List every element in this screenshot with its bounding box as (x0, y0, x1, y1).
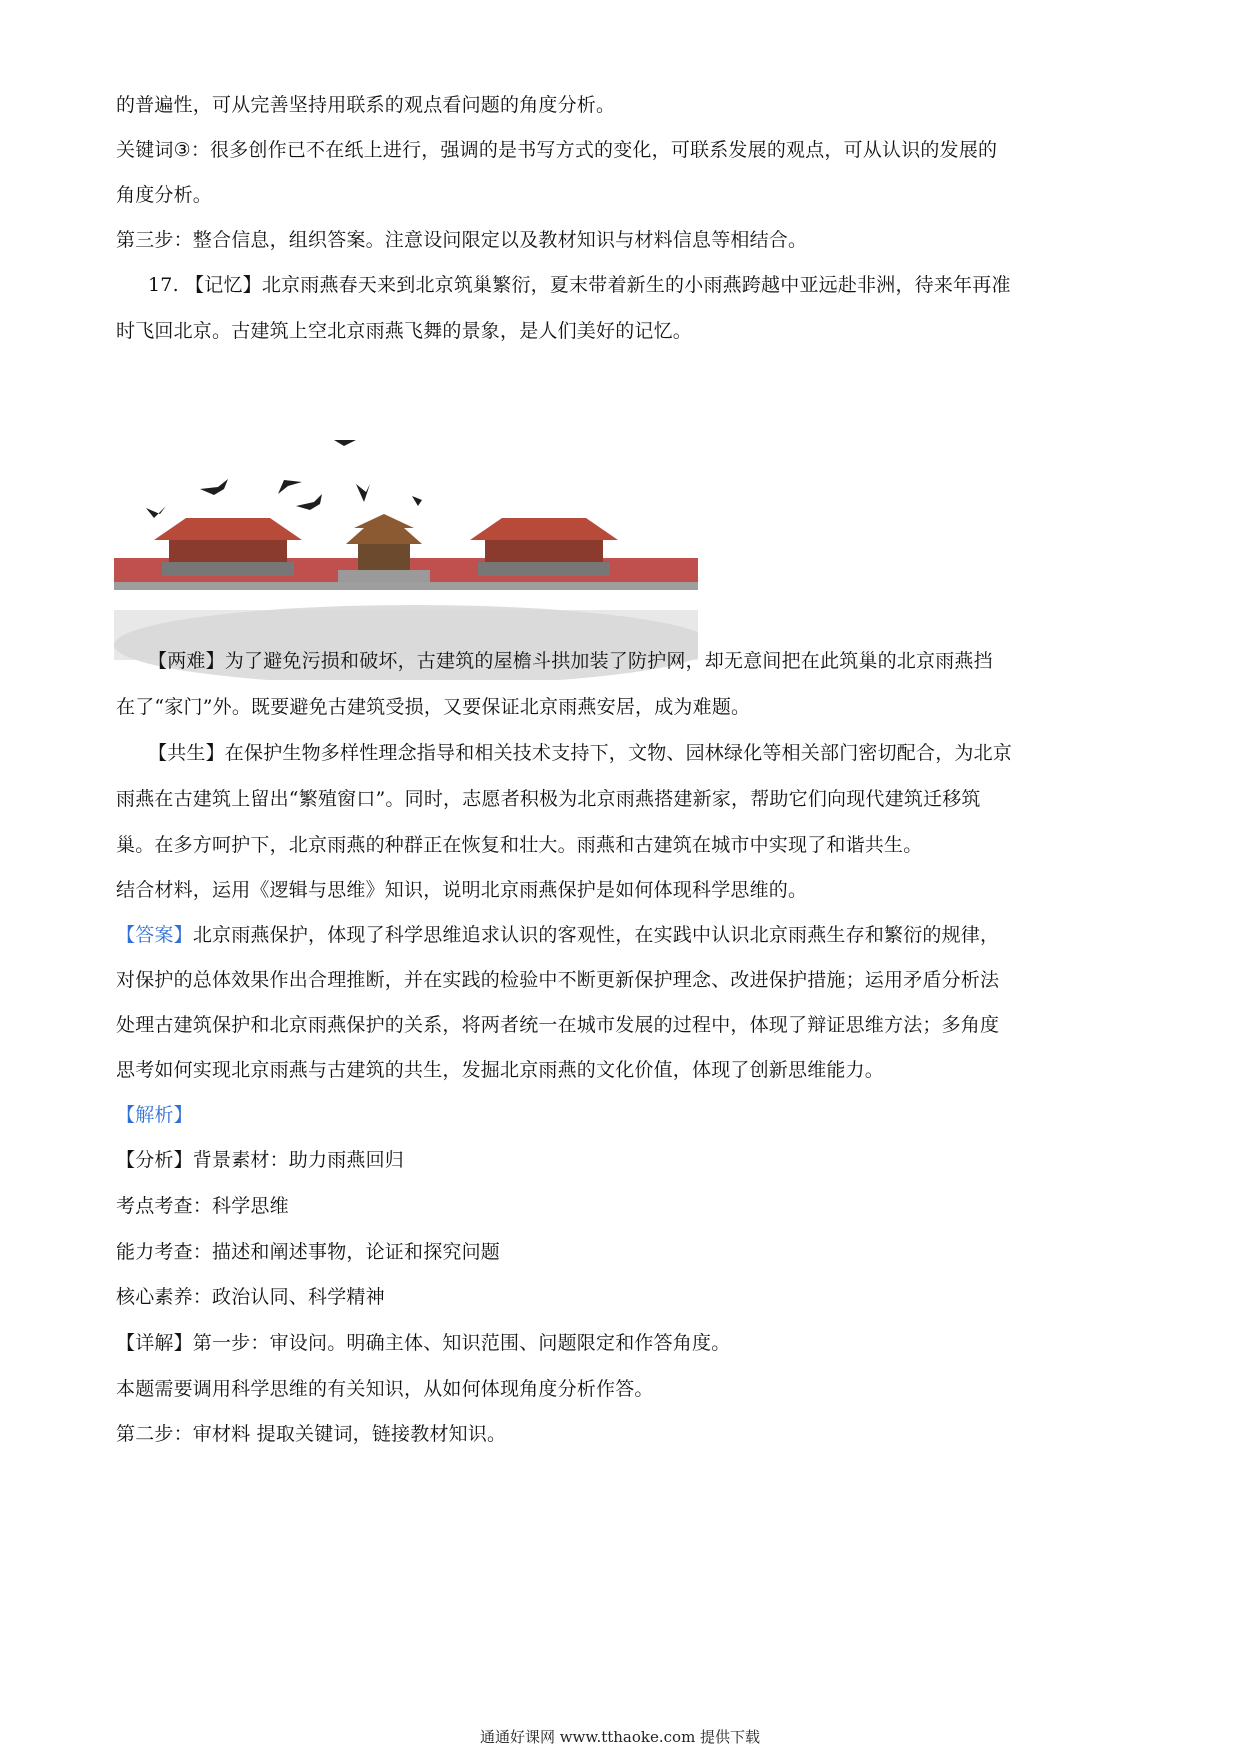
text-line: 角度分析。 (116, 184, 213, 206)
coexistence-paragraph: 巢。在多方呵护下，北京雨燕的种群正在恢复和壮大。雨燕和古建筑在城市中实现了和谐共生。 (116, 834, 923, 856)
text-line: 关键词③：很多创作已不在纸上进行，强调的是书写方式的变化，可联系发展的观点，可从认识的发展的 (116, 139, 998, 161)
dilemma-paragraph: 在了“家门”外。既要避免古建筑受损，又要保证北京雨燕安居，成为难题。 (116, 696, 751, 718)
answer-line (116, 922, 1126, 948)
analysis-line: 本题需要调用科学思维的有关知识，从如何体现角度分析作答。 (116, 1378, 654, 1400)
analysis-line: 【分析】背景素材：助力雨燕回归 (116, 1149, 405, 1171)
answer-label: 【答案】 (116, 924, 193, 946)
analysis-line: 能力考查：描述和阐述事物，论证和探究问题 (116, 1241, 501, 1263)
coexistence-paragraph: 【共生】在保护生物多样性理念指导和相关技术支持下，文物、园林绿化等相关部门密切配合，为北京 (148, 742, 1013, 764)
question-17-text: 时飞回北京。古建筑上空北京雨燕飞舞的景象，是人们美好的记忆。 (116, 320, 693, 342)
analysis-line: 第二步：审材料 提取关键词，链接教材知识。 (116, 1423, 507, 1445)
dilemma-paragraph: 【两难】为了避免污损和破坏，古建筑的屋檐斗拱加装了防护网，却无意间把在此筑巢的北京雨燕挡 (148, 650, 993, 672)
text-line: 的普遍性，可从完善坚持用联系的观点看问题的角度分析。 (116, 94, 616, 116)
text-line: 第三步：整合信息，组织答案。注意设问限定以及教材知识与材料信息等相结合。 (116, 229, 808, 251)
coexistence-paragraph: 雨燕在古建筑上留出“繁殖窗口”。同时，志愿者积极为北京雨燕搭建新家，帮助它们向现代建筑迁移筑 (116, 788, 981, 810)
answer-text: 北京雨燕保护，体现了科学思维追求认识的客观性，在实践中认识北京雨燕生存和繁衍的规律， (192, 924, 1000, 946)
answer-line: 对保护的总体效果作出合理推断，并在实践的检验中不断更新保护理念、改进保护措施；运用矛盾分析法 (116, 969, 1000, 991)
analysis-line: 【详解】第一步：审设问。明确主体、知识范围、问题限定和作答角度。 (116, 1332, 731, 1354)
question-prompt: 结合材料，运用《逻辑与思维》知识，说明北京雨燕保护是如何体现科学思维的。 (116, 879, 808, 901)
question-17-text: 17. 【记忆】北京雨燕春天来到北京筑巢繁衍，夏末带着新生的小雨燕跨越中亚远赴非洲，待来年再准 (148, 274, 1011, 296)
analysis-label: 【解析】 (116, 1104, 193, 1126)
answer-line: 思考如何实现北京雨燕与古建筑的共生，发掘北京雨燕的文化价值，体现了创新思维能力。 (116, 1059, 885, 1081)
swift-birds (146, 440, 422, 518)
forbidden-city-swifts-illustration (114, 440, 698, 680)
analysis-line: 考点考查：科学思维 (116, 1195, 289, 1217)
answer-line: 处理古建筑保护和北京雨燕保护的关系，将两者统一在城市发展的过程中，体现了辩证思维方法；多角度 (116, 1014, 1000, 1036)
page-footer: 通通好课网 www.tthaoke.com 提供下载 (479, 1728, 761, 1746)
analysis-line: 核心素养：政治认同、科学精神 (116, 1286, 385, 1308)
